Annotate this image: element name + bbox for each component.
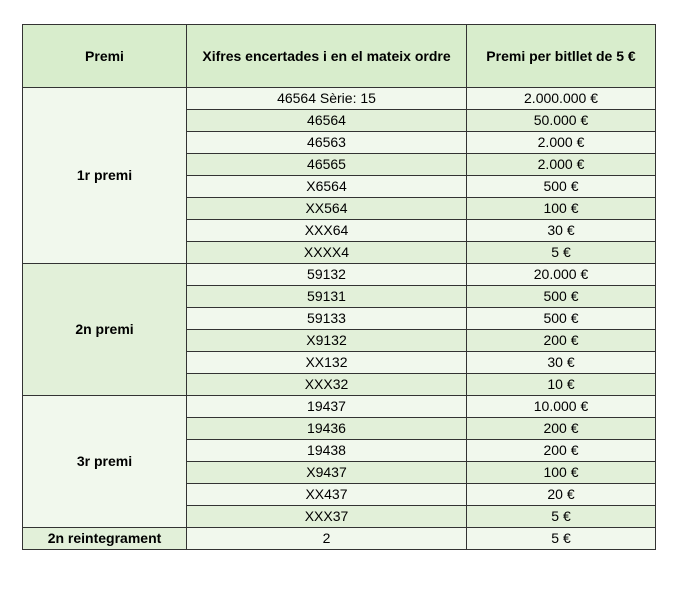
prize-amount-cell: 500 €	[467, 286, 656, 308]
matched-digits-cell: XXX32	[187, 374, 467, 396]
table-row	[23, 528, 656, 550]
matched-digits-cell: 19436	[187, 418, 467, 440]
prize-category-label: 1r premi	[23, 88, 187, 264]
matched-digits-cell: XX437	[187, 484, 467, 506]
prize-amount-cell: 2.000.000 €	[467, 88, 656, 110]
matched-digits-cell: XXXX4	[187, 242, 467, 264]
matched-digits-cell: X9437	[187, 462, 467, 484]
prize-category-label: 2n premi	[23, 264, 187, 396]
prize-amount-cell: 20.000 €	[467, 264, 656, 286]
prize-amount-cell: 100 €	[467, 462, 656, 484]
prize-amount-cell: 10 €	[467, 374, 656, 396]
prize-category-label: 2n reintegrament	[23, 528, 187, 550]
prize-amount-cell: 200 €	[467, 418, 656, 440]
matched-digits-cell: 19438	[187, 440, 467, 462]
matched-digits-cell: XXX37	[187, 506, 467, 528]
matched-digits-cell: 46563	[187, 132, 467, 154]
matched-digits-cell: 46564	[187, 110, 467, 132]
prize-amount-cell: 20 €	[467, 484, 656, 506]
matched-digits-cell: 19437	[187, 396, 467, 418]
matched-digits-cell: 46565	[187, 154, 467, 176]
prize-amount-cell: 30 €	[467, 352, 656, 374]
matched-digits-cell: 59133	[187, 308, 467, 330]
table-row	[23, 264, 656, 286]
prize-amount-cell: 100 €	[467, 198, 656, 220]
header-prize-per-ticket: Premi per bitllet de 5 €	[467, 25, 656, 88]
prize-amount-cell: 30 €	[467, 220, 656, 242]
prize-amount-cell: 200 €	[467, 440, 656, 462]
matched-digits-cell: 59131	[187, 286, 467, 308]
matched-digits-cell: XX564	[187, 198, 467, 220]
prize-amount-cell: 5 €	[467, 528, 656, 550]
prize-amount-cell: 5 €	[467, 242, 656, 264]
prize-amount-cell: 5 €	[467, 506, 656, 528]
table-header-row	[23, 25, 656, 88]
prize-amount-cell: 50.000 €	[467, 110, 656, 132]
prize-table	[22, 24, 656, 550]
prize-amount-cell: 10.000 €	[467, 396, 656, 418]
prize-amount-cell: 2.000 €	[467, 154, 656, 176]
table-body	[23, 88, 656, 550]
matched-digits-cell: XX132	[187, 352, 467, 374]
prize-amount-cell: 500 €	[467, 308, 656, 330]
matched-digits-cell: 59132	[187, 264, 467, 286]
matched-digits-cell: XXX64	[187, 220, 467, 242]
table-row	[23, 396, 656, 418]
prize-amount-cell: 200 €	[467, 330, 656, 352]
matched-digits-cell: X9132	[187, 330, 467, 352]
prize-category-label: 3r premi	[23, 396, 187, 528]
header-prize-category: Premi	[23, 25, 187, 88]
header-matched-digits: Xifres encertades i en el mateix ordre	[187, 25, 467, 88]
matched-digits-cell: 2	[187, 528, 467, 550]
table-row	[23, 88, 656, 110]
matched-digits-cell: X6564	[187, 176, 467, 198]
prize-amount-cell: 2.000 €	[467, 132, 656, 154]
matched-digits-cell: 46564 Sèrie: 15	[187, 88, 467, 110]
prize-amount-cell: 500 €	[467, 176, 656, 198]
